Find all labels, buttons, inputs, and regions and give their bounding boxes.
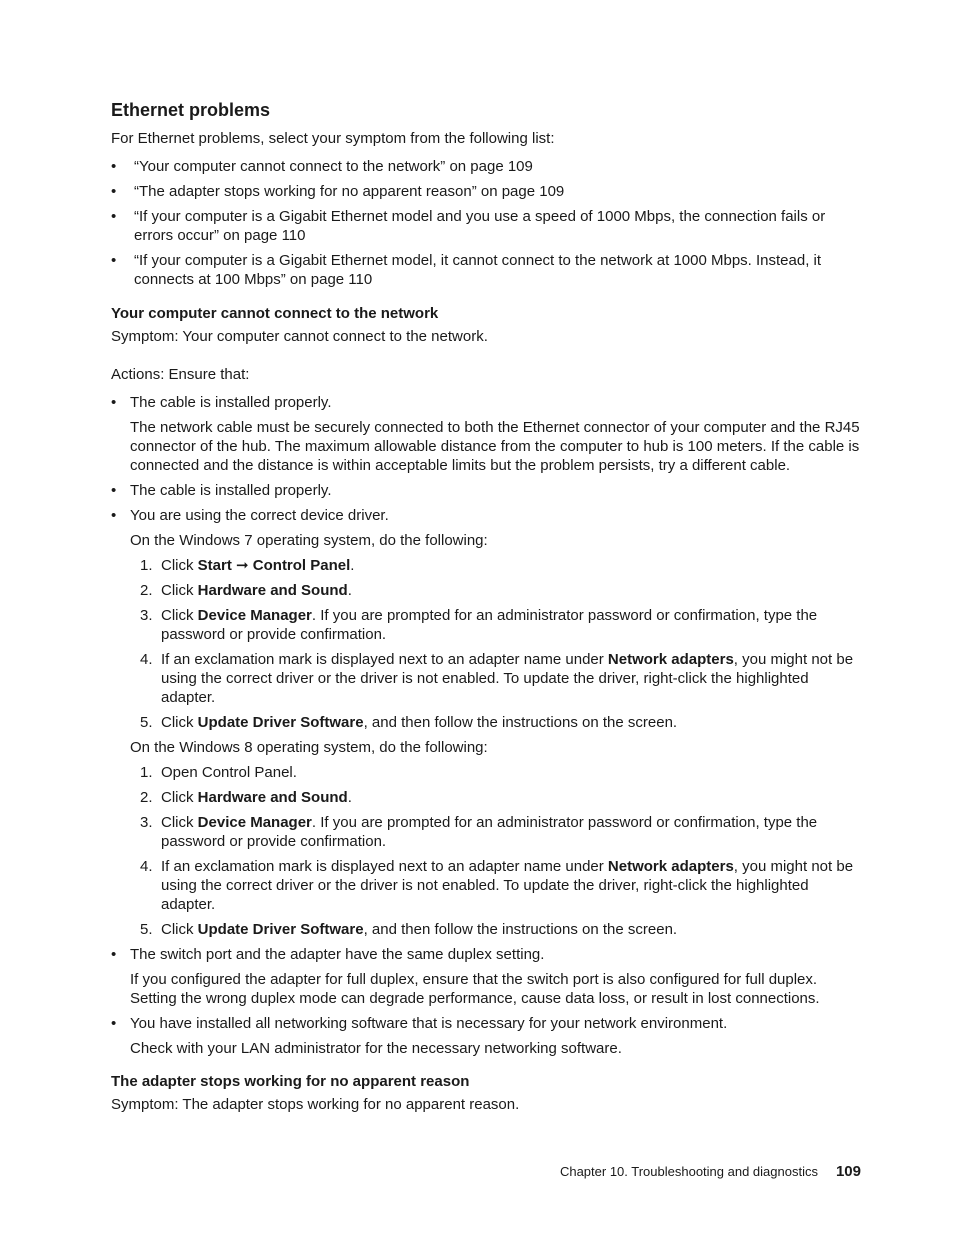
section-heading: Ethernet problems — [111, 100, 271, 120]
step-text: . If you are prompted for an administrator password or confirmation, type the password or provide confirmation. — [161, 607, 818, 643]
check-detail: If you configured the adapter for full duplex, ensure that the switch port is also configured for full duplex. Setting the wrong duplex mode can degrade performance, cause data loss, or result in lost connections. — [130, 971, 820, 1007]
step-text: Click — [161, 814, 198, 831]
step-text: Click — [161, 789, 198, 806]
win8-intro: On the Windows 8 operating system, do the following: — [130, 739, 488, 756]
check-item: You are using the correct device driver. — [130, 507, 389, 524]
step-text: Click — [161, 607, 198, 624]
list-item — [111, 207, 863, 245]
list-item — [111, 945, 863, 1008]
symptom-link[interactable]: “Your computer cannot connect to the network” on page 109 — [134, 158, 533, 175]
ui-term: Network adapters — [607, 651, 734, 668]
bullet-icon: • — [111, 507, 117, 524]
step-text: . — [350, 557, 355, 574]
symptom-link[interactable]: “If your computer is a Gigabit Ethernet model and you use a speed of 1000 Mbps, the connection fails or errors occur” on page 110 — [134, 208, 826, 244]
checklist — [111, 393, 863, 1058]
ui-term: Start — [197, 557, 232, 574]
step-number: 1. — [140, 557, 153, 574]
step-text: . — [347, 789, 352, 806]
step-number: 2. — [140, 582, 153, 599]
list-item — [111, 506, 863, 939]
step-text: If an exclamation mark is displayed next to an adapter name under — [161, 651, 608, 668]
bullet-icon: • — [111, 946, 117, 963]
check-detail: Check with your LAN administrator for the necessary networking software. — [130, 1040, 622, 1057]
ui-term: Update Driver Software — [197, 921, 364, 938]
list-item — [111, 182, 863, 201]
bullet-icon: • — [111, 158, 117, 175]
step-text: Click — [161, 921, 198, 938]
step-item — [130, 650, 863, 707]
step-number: 3. — [140, 607, 153, 624]
win7-steps — [130, 556, 863, 732]
ui-term: Update Driver Software — [197, 714, 364, 731]
symptom-text: Symptom: The adapter stops working for no apparent reason. — [111, 1096, 520, 1113]
check-detail: The network cable must be securely connected to both the Ethernet connector of your computer and the RJ45 connector of the hub. The maximum allowable distance from the computer to hub is 100 meters. If the cable is connected and the distance is within acceptable limits but the problem persists, try a different cable. — [130, 419, 860, 474]
check-item: The cable is installed properly. — [130, 394, 332, 411]
step-number: 5. — [140, 714, 153, 731]
ui-term: Network adapters — [607, 858, 734, 875]
step-number: 4. — [140, 858, 153, 875]
step-text: , you might not be using the correct driver or the driver is not enabled. To update the driver, right-click the highlighted adapter. — [161, 651, 854, 706]
bullet-icon: • — [111, 1015, 117, 1032]
symptom-text: Symptom: Your computer cannot connect to the network. — [111, 328, 488, 345]
actions-text: Actions: Ensure that: — [111, 366, 250, 383]
page-number: 109 — [835, 1163, 861, 1180]
step-number: 2. — [140, 789, 153, 806]
step-item — [130, 857, 863, 914]
ui-term: Hardware and Sound — [197, 789, 348, 806]
bullet-icon: • — [111, 252, 117, 269]
bullet-icon: • — [111, 208, 117, 225]
step-item — [130, 788, 863, 807]
step-text: , and then follow the instructions on the screen. — [363, 921, 678, 938]
step-text: If an exclamation mark is displayed next to an adapter name under — [161, 858, 608, 875]
subsection-title: Your computer cannot connect to the network — [111, 305, 439, 322]
step-item — [130, 713, 863, 732]
list-item — [111, 481, 863, 500]
step-item — [130, 606, 863, 644]
step-number: 3. — [140, 814, 153, 831]
page-content — [111, 98, 863, 1114]
bullet-icon: • — [111, 394, 117, 411]
page-footer — [560, 1163, 861, 1180]
list-item — [111, 393, 863, 475]
step-item — [130, 920, 863, 939]
check-item: The cable is installed properly. — [130, 482, 332, 499]
step-text: Click — [161, 582, 198, 599]
list-item — [111, 1014, 863, 1058]
step-item — [130, 556, 863, 575]
check-item: The switch port and the adapter have the same duplex setting. — [130, 946, 545, 963]
step-text: Click — [161, 557, 198, 574]
check-item: You have installed all networking software that is necessary for your network environment. — [130, 1015, 728, 1032]
step-text: . If you are prompted for an administrator password or confirmation, type the password or provide confirmation. — [161, 814, 818, 850]
win8-steps — [130, 763, 863, 939]
win7-intro: On the Windows 7 operating system, do the following: — [130, 532, 488, 549]
step-item — [130, 763, 863, 782]
ui-term: Control Panel — [252, 557, 351, 574]
subsection-title: The adapter stops working for no apparent reason — [111, 1073, 470, 1090]
symptom-link[interactable]: “The adapter stops working for no apparent reason” on page 109 — [134, 183, 565, 200]
step-text: Open Control Panel. — [161, 764, 297, 781]
arrow-icon: ➞ — [236, 557, 249, 574]
step-number: 1. — [140, 764, 153, 781]
symptom-list — [111, 157, 863, 289]
symptom-link[interactable]: “If your computer is a Gigabit Ethernet model, it cannot connect to the network at 1000 Mbps. Instead, it connects at 100 Mbps” on page 110 — [134, 252, 822, 288]
chapter-label: Chapter 10. Troubleshooting and diagnostics — [559, 1164, 818, 1179]
step-number: 5. — [140, 921, 153, 938]
ui-term: Device Manager — [197, 607, 312, 624]
step-text: . — [347, 582, 352, 599]
step-item — [130, 813, 863, 851]
step-text: Click — [161, 714, 198, 731]
intro-text: For Ethernet problems, select your symptom from the following list: — [111, 130, 555, 147]
step-number: 4. — [140, 651, 153, 668]
ui-term: Device Manager — [197, 814, 312, 831]
step-text: , you might not be using the correct driver or the driver is not enabled. To update the driver, right-click the highlighted adapter. — [161, 858, 854, 913]
step-item — [130, 581, 863, 600]
step-text: , and then follow the instructions on the screen. — [363, 714, 678, 731]
list-item — [111, 157, 863, 176]
bullet-icon: • — [111, 183, 117, 200]
list-item — [111, 251, 863, 289]
bullet-icon: • — [111, 482, 117, 499]
ui-term: Hardware and Sound — [197, 582, 348, 599]
